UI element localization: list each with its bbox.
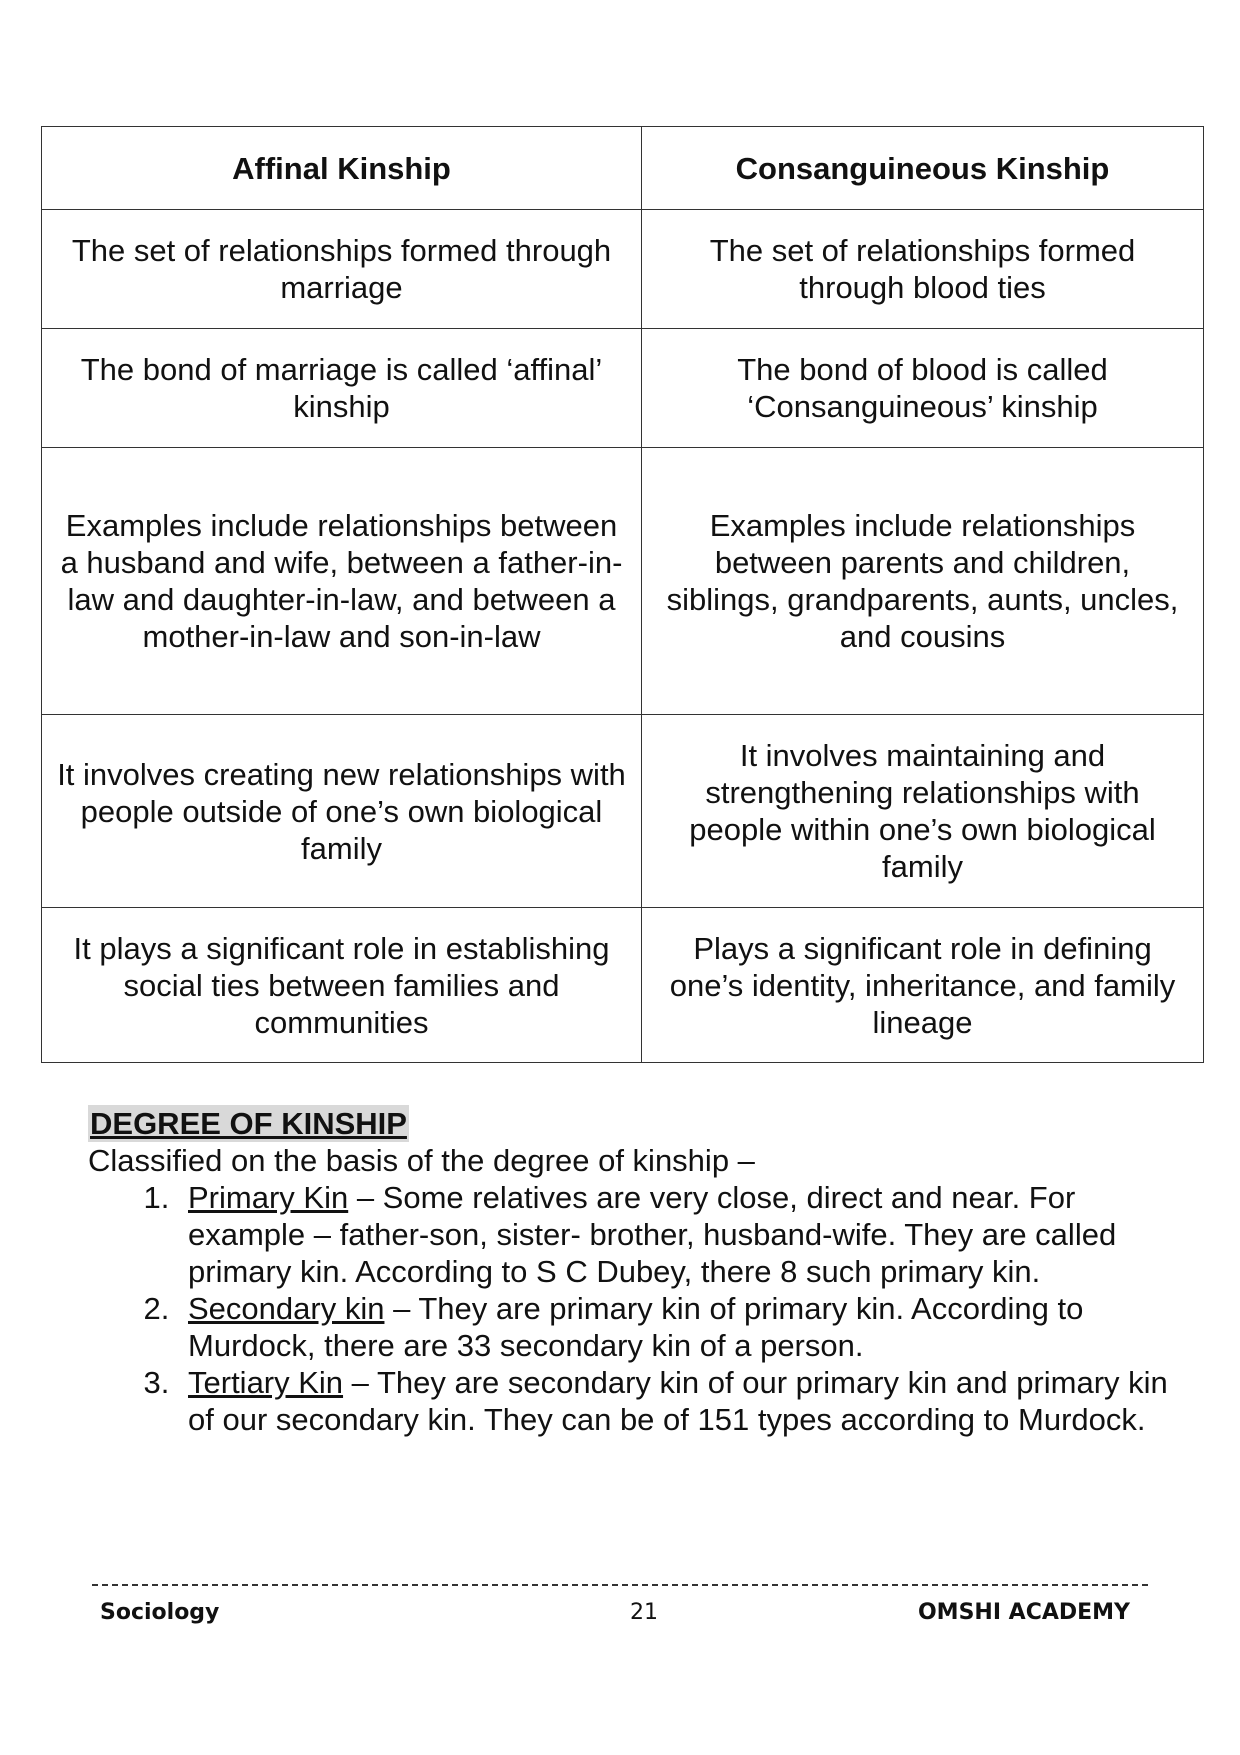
table-header-row xyxy=(42,127,1204,210)
consanguineous-cell: The set of relationships formed through blood ties xyxy=(642,210,1204,329)
affinal-cell: It involves creating new relationships with people outside of one’s own biological family xyxy=(42,715,642,908)
consanguineous-cell: Plays a significant role in defining one’s identity, inheritance, and family lineage xyxy=(642,908,1204,1063)
affinal-cell: Examples include relationships between a husband and wife, between a father-in-law and daughter-in-law, and between a mother-in-law and son-in-law xyxy=(42,448,642,715)
header-affinal: Affinal Kinship xyxy=(42,127,642,210)
list-item xyxy=(178,1179,1168,1290)
affinal-cell: It plays a significant role in establishing social ties between families and communities xyxy=(42,908,642,1063)
affinal-cell: The bond of marriage is called ‘affinal’ kinship xyxy=(42,329,642,448)
header-consanguineous: Consanguineous Kinship xyxy=(642,127,1204,210)
page-footer xyxy=(100,1600,1130,1630)
consanguineous-cell: It involves maintaining and strengthening relationships with people within one’s own biological family xyxy=(642,715,1204,908)
item-text: – They are secondary kin of our primary kin and primary kin of our secondary kin. They can be of 151 types according to Murdock. xyxy=(188,1365,1168,1437)
table-row xyxy=(42,715,1204,908)
section-intro: Classified on the basis of the degree of kinship – xyxy=(88,1143,755,1178)
table-row xyxy=(42,908,1204,1063)
page-number: 21 xyxy=(630,1600,658,1625)
footer-publisher: OMSHI ACADEMY xyxy=(917,1600,1130,1625)
term-tertiary-kin: Tertiary Kin xyxy=(188,1365,344,1400)
table-row xyxy=(42,210,1204,329)
footer-subject: Sociology xyxy=(100,1600,220,1625)
consanguineous-cell: Examples include relationships between parents and children, siblings, grandparents, aunts, uncles, and cousins xyxy=(642,448,1204,715)
list-item xyxy=(178,1290,1168,1364)
degree-list xyxy=(88,1179,1168,1438)
item-text: – Some relatives are very close, direct and near. For example – father-son, sister- brother, husband-wife. They are called primary kin. According to S C Dubey, there 8 such primary kin. xyxy=(188,1180,1117,1289)
term-primary-kin: Primary Kin xyxy=(188,1180,349,1215)
table-row xyxy=(42,329,1204,448)
list-item xyxy=(178,1364,1168,1438)
section-heading: DEGREE OF KINSHIP xyxy=(90,1106,407,1141)
degree-of-kinship-section xyxy=(88,1105,1168,1438)
affinal-cell: The set of relationships formed through marriage xyxy=(42,210,642,329)
item-text: – They are primary kin of primary kin. According to Murdock, there are 33 secondary kin of a person. xyxy=(188,1291,1084,1363)
footer-divider xyxy=(92,1584,1148,1586)
consanguineous-cell: The bond of blood is called ‘Consanguineous’ kinship xyxy=(642,329,1204,448)
term-secondary-kin: Secondary kin xyxy=(188,1291,385,1326)
kinship-comparison-table xyxy=(41,126,1204,1063)
table-row xyxy=(42,448,1204,715)
